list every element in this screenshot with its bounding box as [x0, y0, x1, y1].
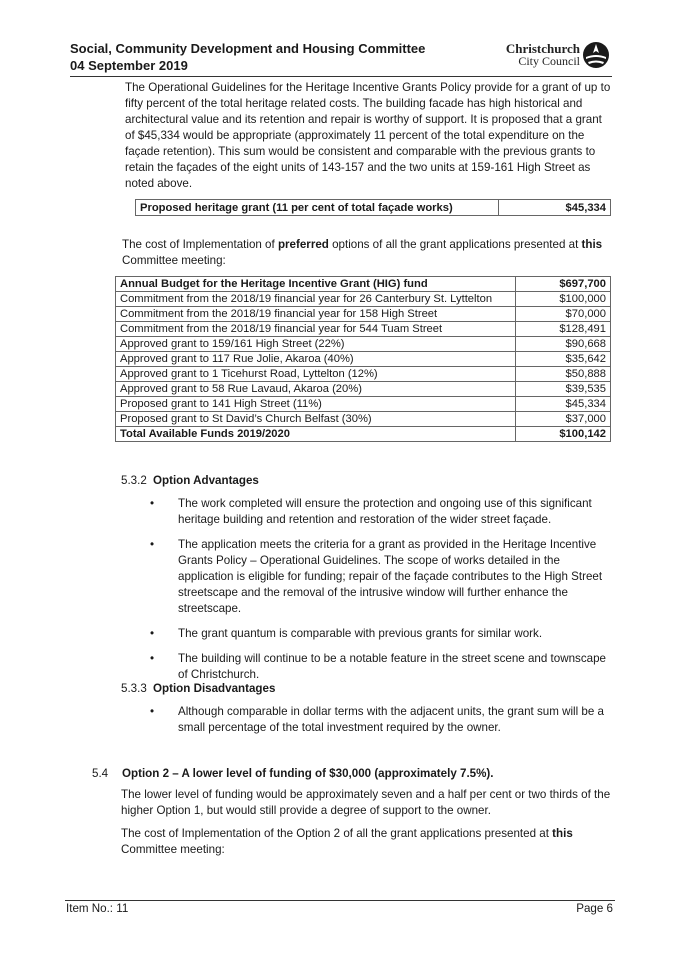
row-label: Approved grant to 117 Rue Jolie, Akaroa (40%): [116, 352, 516, 367]
row-label: Commitment from the 2018/19 financial year for 26 Canterbury St. Lyttelton: [116, 292, 516, 307]
grant-amount: $45,334: [499, 200, 611, 216]
total-amount: $100,142: [516, 427, 611, 442]
table-row: [136, 200, 611, 216]
row-amount: $90,668: [516, 337, 611, 352]
list-item: • The work completed will ensure the protection and ongoing use of this significant heritage building and retention and restoration of the wider street façade.: [150, 497, 592, 526]
total-label: Total Available Funds 2019/2020: [116, 427, 516, 442]
committee-name: Social, Community Development and Housing Committee: [70, 41, 426, 56]
section-title: Option Advantages: [153, 474, 259, 487]
advantages-list: [150, 496, 612, 692]
table-row: [116, 367, 611, 382]
section-title: Option 2 – A lower level of funding of $30,000 (approximately 7.5%).: [122, 767, 494, 780]
cost-paragraph: [122, 237, 612, 269]
row-label: Approved grant to 159/161 High Street (22%): [116, 337, 516, 352]
budget-header-label: Annual Budget for the Heritage Incentive Grant (HIG) fund: [116, 277, 516, 292]
footer-divider: [65, 900, 615, 901]
row-amount: $100,000: [516, 292, 611, 307]
option2-paragraph: The lower level of funding would be approximately seven and a half per cent or two thirds of the higher Option 1, but would still provide a degree of support to the owner.: [121, 788, 611, 817]
row-amount: $128,491: [516, 322, 611, 337]
section-number: 5.3.3: [121, 682, 147, 695]
cost-bold-2: this: [581, 238, 603, 251]
logo-text-line2: City Council: [518, 54, 580, 68]
row-amount: $45,334: [516, 397, 611, 412]
row-amount: $50,888: [516, 367, 611, 382]
option2-cost-text-2: Committee meeting:: [121, 843, 225, 856]
proposed-grant-table: [135, 199, 611, 216]
row-amount: $35,642: [516, 352, 611, 367]
intro-paragraph: The Operational Guidelines for the Heritage Incentive Grants Policy provide for a grant of up to fifty percent of the total heritage related costs. The building facade has high historical and architectural value and its retention and repair is worthy of support. It is proposed that a grant of $45,334 would be appropriate (approximately 11 percent of the total expenditure on the façade retention). This sum would be consistent and comparable with the previous grants to retain the façades of the eight units of 143-157 and the two units at 159-161 High Street as noted above.: [125, 81, 611, 190]
option2-cost-paragraph: [121, 826, 613, 858]
table-row: [116, 397, 611, 412]
list-item-text: The work completed will ensure the protection and ongoing use of this significant heritage building and retention and restoration of the wider street façade.: [178, 497, 592, 526]
table-row: [116, 292, 611, 307]
row-label: Approved grant to 1 Ticehurst Road, Lyttelton (12%): [116, 367, 516, 382]
footer-page-number: Page 6: [576, 902, 613, 915]
list-item: • The grant quantum is comparable with previous grants for similar work.: [150, 627, 543, 640]
cost-text-3: Committee meeting:: [122, 254, 226, 267]
row-amount: $39,535: [516, 382, 611, 397]
row-label: Commitment from the 2018/19 financial year for 158 High Street: [116, 307, 516, 322]
section-number: 5.3.2: [121, 474, 147, 487]
header-divider: [70, 76, 612, 77]
row-label: Proposed grant to St David’s Church Belfast (30%): [116, 412, 516, 427]
row-amount: $37,000: [516, 412, 611, 427]
table-total-row: [116, 427, 611, 442]
list-item-text: The grant quantum is comparable with previous grants for similar work.: [178, 627, 543, 640]
option2-cost-text-1: The cost of Implementation of the Option 2 of all the grant applications presented at: [121, 827, 553, 840]
list-item-text: The application meets the criteria for a grant as provided in the Heritage Incentive Grants Policy – Operational Guidelines. The scope of works detailed in the application is eligible for funding; repair of the façade contributes to the High Street streetscape and the removal of the intrusive window will further enhance the streetscape.: [178, 538, 603, 615]
table-row: [116, 352, 611, 367]
table-row: [116, 337, 611, 352]
logo-text-line1: Christchurch: [505, 41, 580, 56]
row-label: Proposed grant to 141 High Street (11%): [116, 397, 516, 412]
row-label: Approved grant to 58 Rue Lavaud, Akaroa (20%): [116, 382, 516, 397]
disadvantages-heading: [121, 681, 275, 697]
table-row: [116, 412, 611, 427]
footer-item-number: Item No.: 11: [66, 902, 129, 915]
row-label: Commitment from the 2018/19 financial year for 544 Tuam Street: [116, 322, 516, 337]
table-header-row: [116, 277, 611, 292]
row-amount: $70,000: [516, 307, 611, 322]
budget-table: [115, 276, 611, 442]
list-item-text: The building will continue to be a notable feature in the street scene and townscape of Christchurch.: [178, 652, 606, 681]
section-number: 5.4: [92, 767, 109, 780]
advantages-heading: [121, 473, 259, 489]
cost-bold-1: preferred: [277, 238, 329, 251]
council-logo: [480, 41, 610, 71]
list-item-text: Although comparable in dollar terms with the adjacent units, the grant sum will be a small percentage of the total investment required by the owner.: [178, 705, 604, 734]
list-item: • Although comparable in dollar terms with the adjacent units, the grant sum will be a small percentage of the total investment required by the owner.: [150, 705, 604, 734]
header-title: [70, 40, 425, 74]
cost-text-1: The cost of Implementation of: [122, 238, 278, 251]
list-item: • The application meets the criteria for a grant as provided in the Heritage Incentive Grants Policy – Operational Guidelines. The scope of works detailed in the application is eligible for funding; repair of the façade contributes to the High Street streetscape and the removal of the intrusive window will further enhance the streetscape.: [150, 538, 603, 615]
council-emblem-icon: [582, 41, 610, 69]
option2-cost-bold: this: [552, 827, 573, 840]
budget-header-amount: $697,700: [516, 277, 611, 292]
table-row: [116, 307, 611, 322]
list-item: • The building will continue to be a notable feature in the street scene and townscape of Christchurch.: [150, 652, 606, 681]
section-title: Option Disadvantages: [153, 682, 276, 695]
option2-heading: [92, 766, 612, 782]
grant-label: Proposed heritage grant (11 per cent of total façade works): [136, 200, 499, 216]
table-row: [116, 322, 611, 337]
cost-text-2: options of all the grant applications presented at: [328, 238, 582, 251]
meeting-date: 04 September 2019: [70, 58, 188, 73]
disadvantages-list: [150, 704, 612, 745]
table-row: [116, 382, 611, 397]
